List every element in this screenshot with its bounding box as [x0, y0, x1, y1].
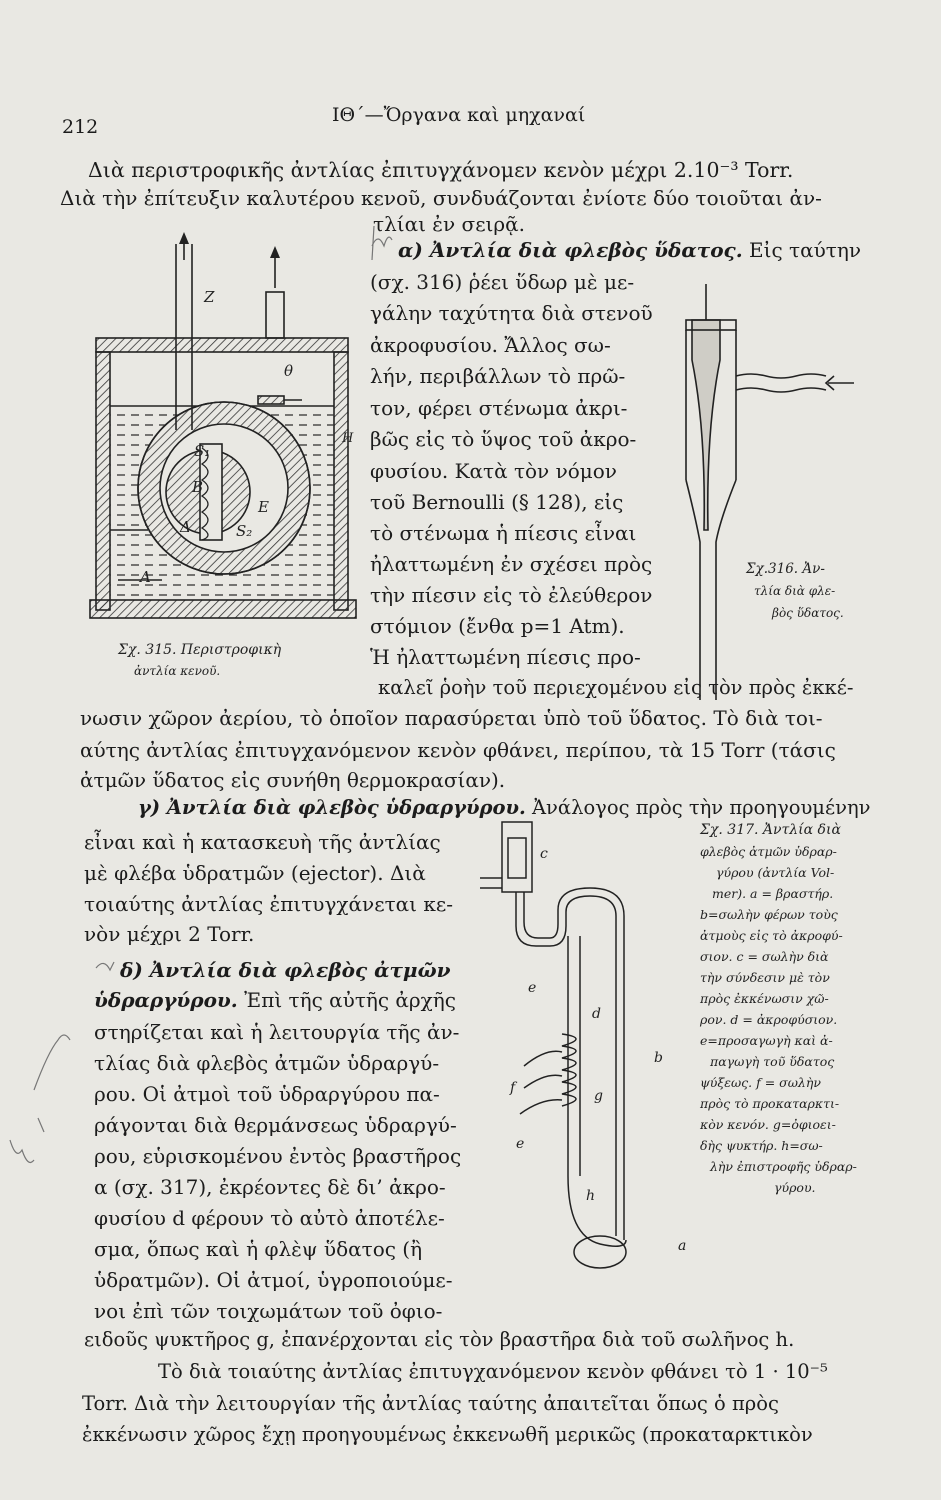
- text-line: ἠλαττωμένη ἐν σχέσει πρὸς: [370, 552, 653, 576]
- caption-line: γύρου (ἀντλία Vol-: [716, 865, 835, 880]
- text-line: ἀκροφυσίου. Ἄλλος σω-: [370, 333, 611, 357]
- text-line: α (σχ. 317), ἐκρέοντες δὲ δι’ ἀκρο-: [94, 1175, 446, 1199]
- caption-line: πρὸς ἐκκένωσιν χῶ-: [700, 991, 829, 1006]
- label-c: c: [540, 846, 548, 862]
- text-line: νὸν μέχρι 2 Torr.: [84, 922, 255, 946]
- caption-line: τλία διὰ φλε-: [754, 584, 836, 598]
- text-line: τοιαύτης ἀντλίας ἐπιτυγχάνεται κε-: [84, 892, 453, 916]
- text-line: στόμιον (ἔνθα p=1 Atm).: [370, 614, 625, 638]
- label-a: a: [678, 1238, 687, 1254]
- text-line: τοῦ Bernoulli (§ 128), εἰς: [370, 490, 624, 514]
- text-line: Διὰ τὴν ἐπίτευξιν καλυτέρου κενοῦ, συνδυάζονται ἐνίοτε δύο τοιοῦται ἀν-: [60, 186, 822, 210]
- text-line: φυσίου d φέρουν τὸ αὐτὸ ἀποτέλε-: [94, 1206, 445, 1230]
- text-line: Διὰ περιστροφικῆς ἀντλίας ἐπιτυγχάνομεν κενὸν μέχρι 2.10⁻³ Torr.: [88, 158, 794, 182]
- text-line: ἀτμῶν ὕδατος εἰς συνήθη θερμοκρασίαν).: [80, 768, 506, 792]
- text-line: φυσίου. Κατὰ τὸν νόμον: [370, 459, 617, 483]
- label-B: B: [192, 478, 204, 496]
- caption-line: σιον. c = σωλὴν διὰ: [700, 949, 829, 964]
- caption-line: κὸν κενόν. g=ὀφιοει-: [700, 1117, 836, 1132]
- caption-line: πρὸς τὸ προκαταρκτι-: [700, 1096, 840, 1111]
- text-line: στηρίζεται καὶ ἡ λειτουργία τῆς ἀν-: [94, 1020, 460, 1044]
- text-line: Τὸ διὰ τοιαύτης ἀντλίας ἐπιτυγχανόμενον κενὸν φθάνει τὸ 1 · 10⁻⁵: [158, 1360, 828, 1383]
- text-line: ειδοῦς ψυκτῆρος g, ἐπανέρχονται εἰς τὸν βραστῆρα διὰ τοῦ σωλῆνος h.: [84, 1328, 795, 1351]
- label-e-bottom: e: [516, 1136, 525, 1152]
- caption-line: παγωγὴ τοῦ ὕδατος: [710, 1054, 835, 1069]
- label-h: h: [586, 1188, 596, 1204]
- text-line: νοι ἐπὶ τῶν τοιχωμάτων τοῦ ὀφιο-: [94, 1299, 443, 1323]
- label-e-top: e: [528, 980, 537, 996]
- text-line: Ἡ ἠλαττωμένη πίεσις προ-: [370, 645, 641, 669]
- text-line: (σχ. 316) ῥέει ὕδωρ μὲ με-: [370, 270, 635, 294]
- section-g-title: γ) Ἀντλία διὰ φλεβὸς ὑδραργύρου.: [138, 796, 526, 819]
- text-line: λήν, περιβάλλων τὸ πρῶ-: [370, 364, 626, 388]
- caption-line: ἀντλία κενοῦ.: [134, 664, 221, 678]
- text-line: ρου, εὑρισκομένου ἐντὸς βραστῆρος: [94, 1144, 462, 1168]
- label-d: d: [592, 1006, 601, 1022]
- page-number: 212: [62, 116, 99, 138]
- caption-line: ἀτμοὺς εἰς τὸ ἀκροφύ-: [700, 928, 843, 943]
- text-line: βῶς εἰς τὸ ὕψος τοῦ ἀκρο-: [370, 427, 637, 451]
- text-line: καλεῖ ῥοὴν τοῦ περιεχομένου εἰς τὸν πρὸς ἐκκέ-: [378, 676, 854, 699]
- text-line: Torr. Διὰ τὴν λειτουργίαν τῆς ἀντλίας ταύτης ἀπαιτεῖται ὅπως ὁ πρὸς: [82, 1392, 779, 1415]
- section-d-intro: Ἐπὶ τῆς αὐτῆς ἀρχῆς: [237, 988, 456, 1012]
- label-H: H: [342, 431, 354, 446]
- caption-line: γύρου.: [774, 1180, 816, 1195]
- caption-line: δὴς ψυκτήρ. h=σω-: [700, 1138, 823, 1153]
- label-Z: Z: [204, 288, 215, 306]
- caption-line: e=προσαγωγὴ καὶ ἀ-: [700, 1033, 833, 1048]
- label-b: b: [654, 1050, 663, 1066]
- caption-line: ψύξεως. f = σωλὴν: [700, 1075, 821, 1090]
- text-line: τον, φέρει στένωμα ἀκρι-: [370, 396, 628, 420]
- text-line: γάλην ταχύτητα διὰ στενοῦ: [370, 301, 653, 325]
- caption-line: b=σωλὴν φέρων τοὺς: [700, 907, 838, 922]
- section-a-title: α) Ἀντλία διὰ φλεβὸς ὕδατος.: [398, 238, 743, 262]
- label-E: E: [258, 498, 269, 516]
- text-line: τλίας διὰ φλεβὸς ἀτμῶν ὑδραργύ-: [94, 1051, 440, 1075]
- label-theta: θ: [284, 362, 294, 380]
- text-line: αύτης ἀντλίας ἐπιτυγχανόμενον κενὸν φθάνει, περίπου, τὰ 15 Torr (τάσις: [80, 738, 836, 762]
- caption-line: Σχ. 317. Ἀντλία διὰ: [700, 822, 841, 838]
- text-line: νωσιν χῶρον ἀερίου, τὸ ὁποῖον παρασύρεται ὑπὸ τοῦ ὕδατος. Τὸ διὰ τοι-: [80, 706, 823, 730]
- text-line: ὑδρατμῶν). Οἱ ἀτμοί, ὑγροποιούμε-: [94, 1268, 453, 1292]
- chapter-title: ΙΘ΄—Ὄργανα καὶ μηχαναί: [332, 104, 586, 126]
- caption-line: φλεβὸς ἀτμῶν ὑδραρ-: [700, 844, 837, 859]
- text-line: τὴν πίεσιν εἰς τὸ ἐλεύθερον: [370, 583, 653, 607]
- section-a-intro: Εἰς ταύτην: [742, 238, 861, 262]
- caption-line: mer). a = βραστήρ.: [712, 886, 834, 901]
- text-line: μὲ φλέβα ὑδρατμῶν (ejector). Διὰ: [84, 861, 426, 885]
- caption-line: Σχ.316. Ἀν-: [746, 561, 825, 577]
- label-S1: S₁: [194, 442, 211, 460]
- text-line: σμα, ὅπως καὶ ἡ φλὲψ ὕδατος (ἢ: [94, 1237, 423, 1261]
- section-d-title: δ) Ἀντλία διὰ φλεβὸς ἀτμῶν: [120, 958, 451, 982]
- text-line: ρου. Οἱ ἀτμοὶ τοῦ ὑδραργύρου πα-: [94, 1082, 440, 1106]
- text-line: ἐκκένωσιν χῶρος ἔχῃ προηγουμένως ἐκκενωθῆ μερικῶς (προκαταρκτικὸν: [82, 1423, 813, 1446]
- label-S2: S₂: [236, 522, 253, 540]
- section-g-intro: Ἀνάλογος πρὸς τὴν προηγουμένην: [525, 796, 871, 819]
- caption-line: Σχ. 315. Περιστροφικὴ: [118, 642, 282, 658]
- section-d-title-cont: ὑδραργύρου.: [94, 988, 238, 1012]
- label-Delta: Δ: [180, 518, 191, 536]
- text-line: τὸ στένωμα ἡ πίεσις εἶναι: [370, 521, 637, 545]
- text-line: ράγονται διὰ θερμάνσεως ὑδραργύ-: [94, 1113, 457, 1137]
- caption-line: ρον. d = ἀκροφύσιον.: [700, 1012, 838, 1027]
- caption-line: τὴν σύνδεσιν μὲ τὸν: [700, 970, 830, 985]
- text-line: τλίαι ἐν σειρᾷ.: [373, 212, 526, 236]
- caption-line: λὴν ἐπιστροφῆς ὑδραρ-: [710, 1159, 857, 1174]
- label-A: A: [140, 568, 151, 586]
- label-g: g: [594, 1088, 603, 1104]
- caption-line: βὸς ὕδατος.: [772, 606, 844, 620]
- label-f: f: [510, 1080, 516, 1096]
- text-line: εἶναι καὶ ἡ κατασκευὴ τῆς ἀντλίας: [84, 830, 441, 854]
